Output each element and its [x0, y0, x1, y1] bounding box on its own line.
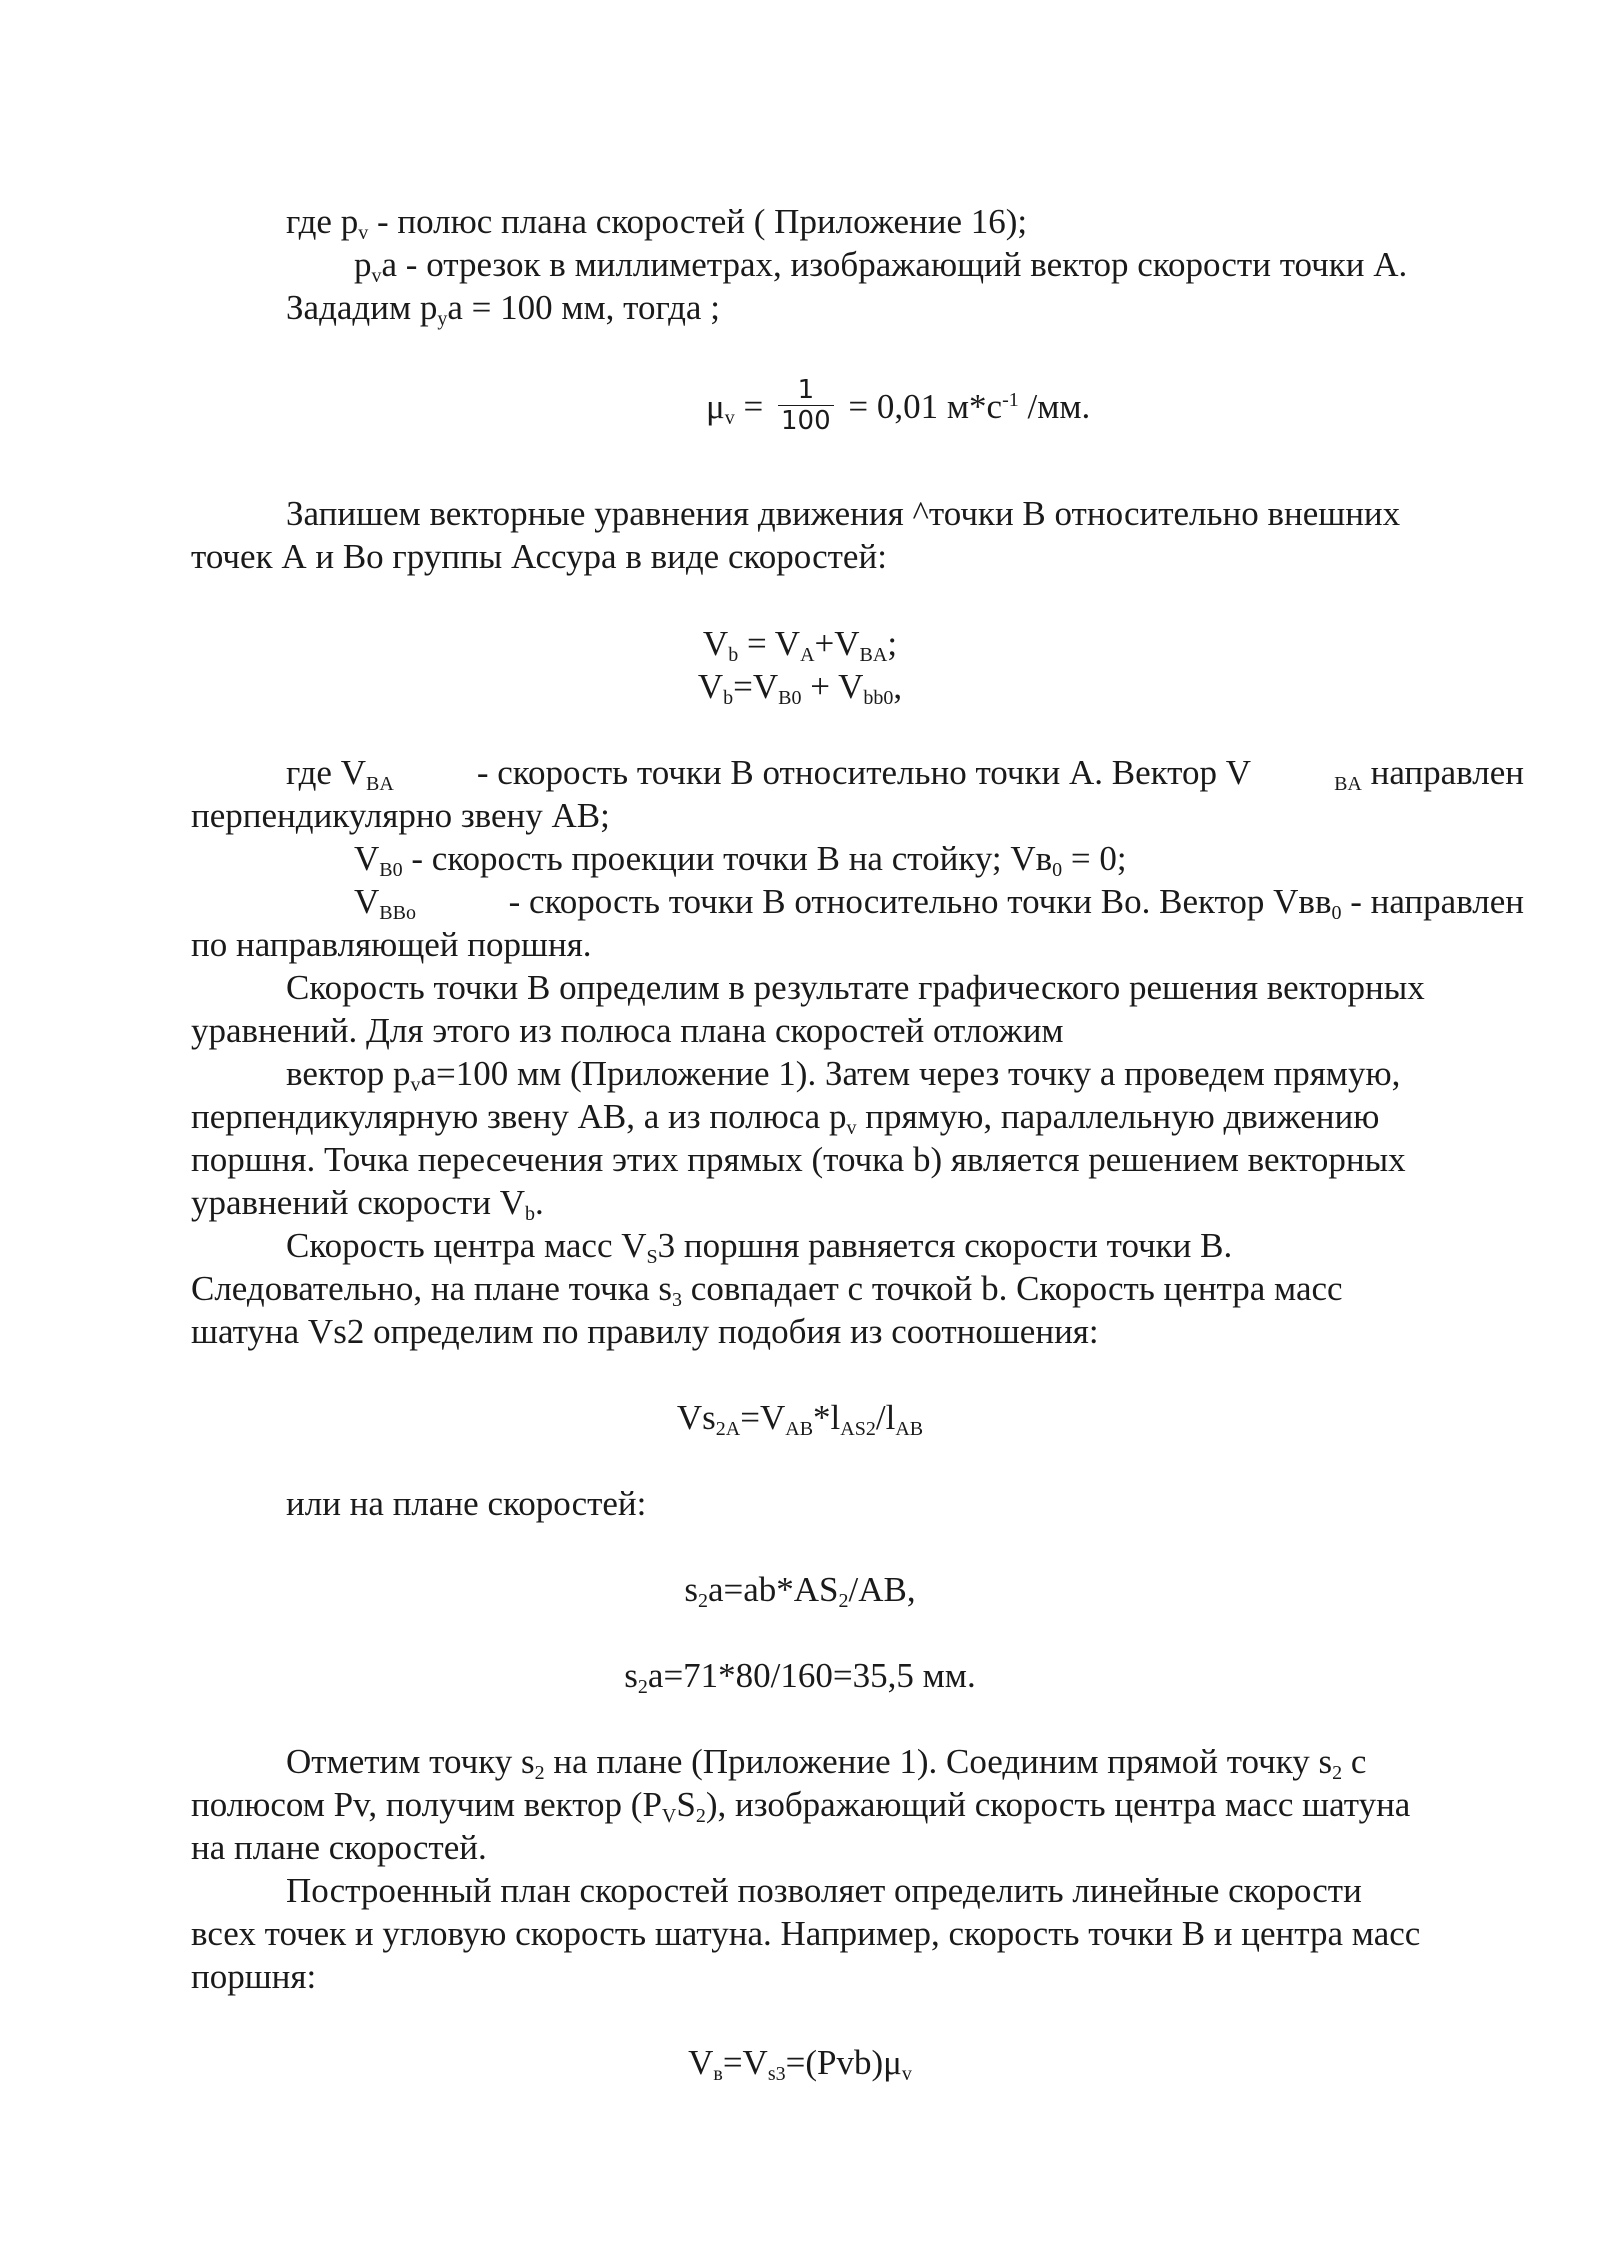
- text-line-justified: Запишем векторные уравнения движения ^точки В относительно внешних: [286, 494, 1401, 533]
- fraction: $\frac{1}{100}$: [778, 375, 834, 436]
- text-line: $р_vа$ - отрезок в миллиметрах, изображающий вектор скорости точки А.: [354, 245, 1408, 287]
- text-line-justified: Построенный план скоростей позволяет определить линейные скорости: [286, 1871, 1362, 1910]
- equation: $s_2a=ab*AS_2/AB$,: [684, 1570, 916, 1612]
- text-line: по направляющей поршня.: [191, 925, 592, 964]
- equation: $V_в=V_{s3}=(Pvb)\mu_v$: [688, 2043, 912, 2085]
- equation: $Vs_{2A}=V_{AB}*l_{AS2}/l_{AB}$: [676, 1398, 924, 1440]
- text-line: на плане скоростей.: [191, 1828, 487, 1867]
- equation: $V_b=V_{B0} + V_{bb0}$,: [697, 667, 903, 709]
- text-line-justified: вектор $р_vа=100$ мм (Приложение 1). Затем через точку а проведем прямую,: [286, 1054, 1401, 1096]
- text-line-justified: всех точек и угловую скорость шатуна. Например, скорость точки В и центра масс: [191, 1914, 1421, 1953]
- text-line-justified: Отметим точку $s_2$ на плане (Приложение 1). Соединим прямой точку $s_2$ с: [286, 1742, 1367, 1784]
- text-line-justified: полюсом Pv, получим вектор $(P_VS_2)$, изображающий скорость центра масс шатуна: [191, 1785, 1411, 1827]
- formula-scale: $\mu_v$ = $\frac{1}{100}$ = 0,01 $м*с^{-1}$ /мм.: [706, 375, 1091, 437]
- text-line: Зададим $р_уа = 100$ мм, тогда ;: [286, 288, 720, 330]
- text-line: $V_{B0}$ - скорость проекции точки В на стойку; $Vв_0 = 0$;: [354, 839, 1127, 881]
- text-line-justified: перпендикулярную звену АВ, а из полюса $р_v$ прямую, параллельную движению: [191, 1097, 1380, 1139]
- text-line-justified: Скорость центра масс $V_S3$ поршня равняется скорости точки В.: [286, 1226, 1233, 1268]
- text-line: поршня:: [191, 1957, 317, 1996]
- text-line: уравнений скорости $V_b$.: [191, 1183, 544, 1225]
- text-line: перпендикулярно звену АВ;: [191, 796, 610, 835]
- text-line-justified: Скорость точки В определим в результате графического решения векторных: [286, 968, 1425, 1007]
- text-line: точек А и Во группы Ассура в виде скоростей:: [191, 537, 887, 576]
- text-line: или на плане скоростей:: [286, 1484, 647, 1523]
- text-line: где $р_v$ - полюс плана скоростей ( Приложение 16);: [286, 202, 1028, 244]
- text-line-justified: $V_{BBo}$ - скорость точки В относительно точки Во. Вектор Vвв$_0$ - направлен: [354, 882, 1524, 924]
- text-line: уравнений. Для этого из полюса плана скоростей отложим: [191, 1011, 1064, 1050]
- text-line: шатуна Vs2 определим по правилу подобия из соотношения:: [191, 1312, 1099, 1351]
- equation: $s_2a=71*80/160=35,5$ мм.: [624, 1656, 976, 1698]
- text-line-justified: поршня. Точка пересечения этих прямых (точка b) является решением векторных: [191, 1140, 1406, 1179]
- text-line-justified: где $V_{BA}$ - скорость точки В относительно точки А. Вектор V $_{BA}$ направлен: [286, 753, 1524, 795]
- text-line-justified: Следовательно, на плане точка $s_3$ совпадает с точкой b. Скорость центра масс: [191, 1269, 1343, 1311]
- equation: $V_b = V_A+V_{BA}$;: [702, 624, 898, 666]
